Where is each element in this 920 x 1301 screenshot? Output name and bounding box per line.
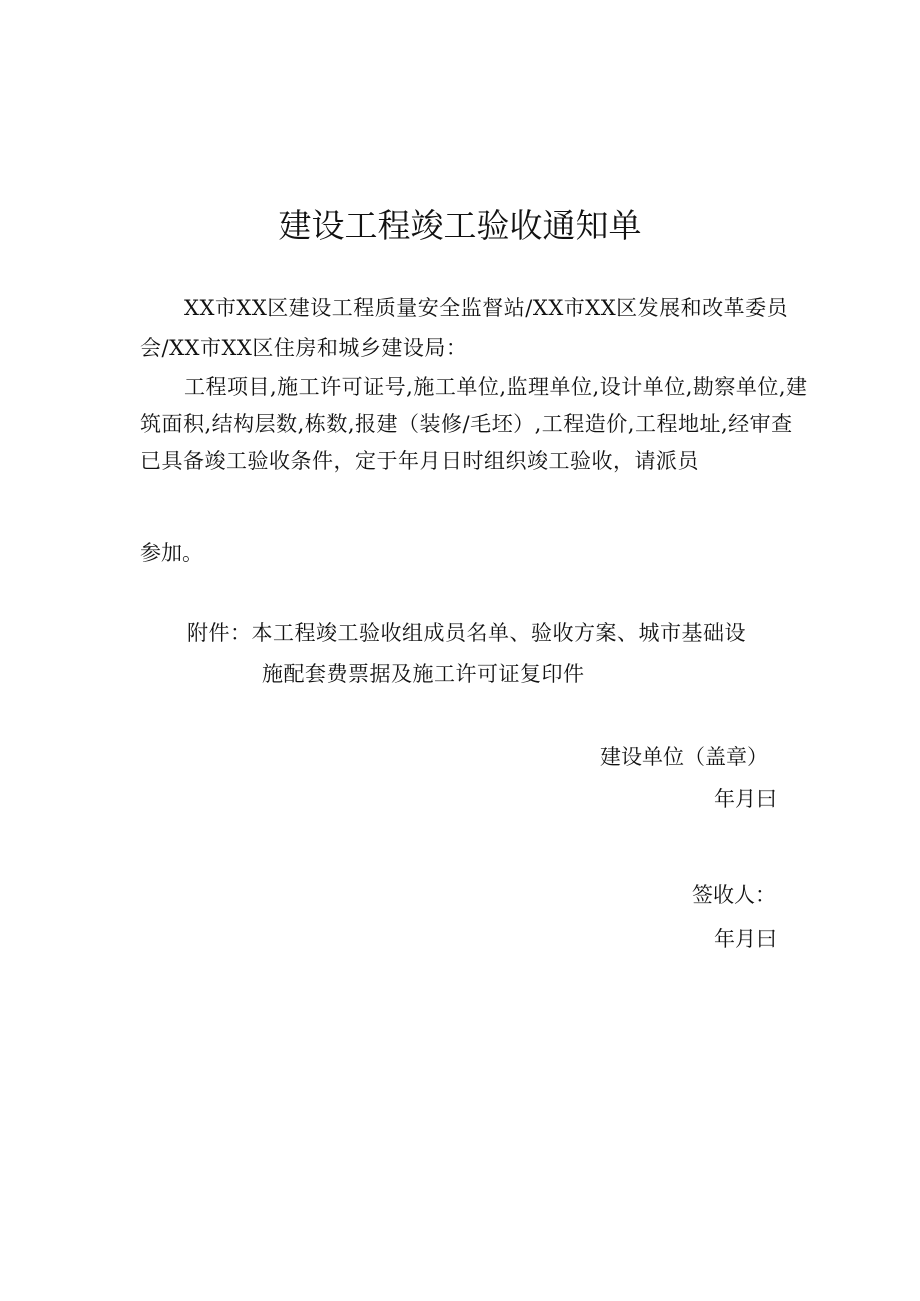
construction-unit-seal-label: 建设单位（盖章） bbox=[600, 745, 768, 769]
signer-label: 签收人： bbox=[692, 883, 776, 907]
closing-text: 参加。 bbox=[140, 541, 203, 565]
seal-date-label: 年月曰 bbox=[714, 787, 777, 811]
addressee-paragraph: XX市XX区建设工程质量安全监督站/XX市XX区发展和改革委员会/XX市XX区住房和城乡建设局： bbox=[140, 296, 789, 360]
attachment-line-1: 附件：本工程竣工验收组成员名单、验收方案、城市基础设 bbox=[187, 621, 746, 645]
signer-date-label: 年月曰 bbox=[714, 927, 777, 951]
document-title: 建设工程竣工验收通知单 bbox=[278, 206, 642, 245]
attachment-line-2: 施配套费票据及施工许可证复印件 bbox=[262, 662, 585, 686]
body-paragraph: 工程项目,施工许可证号,施工单位,监理单位,设计单位,勘察单位,建筑面积,结构层数,栋数,报建（装修/毛坯）,工程造价,工程地址,经审查已具备竣工验收条件，定于年月日时组织竣工验收，请派员 bbox=[140, 375, 808, 473]
